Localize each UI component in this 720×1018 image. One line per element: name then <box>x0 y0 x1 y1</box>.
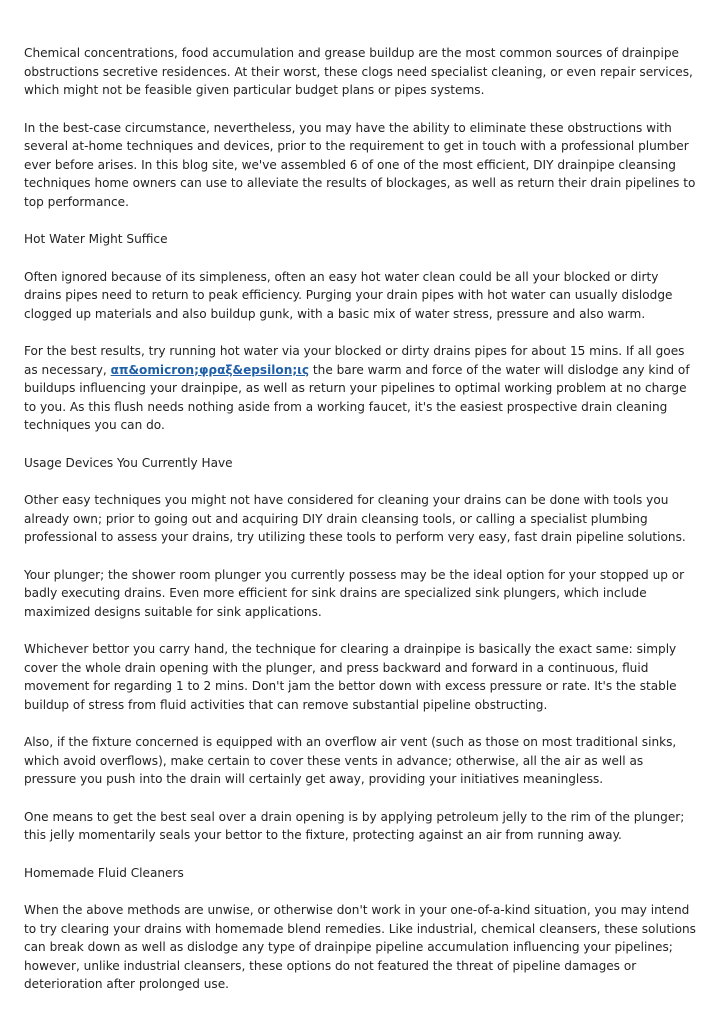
paragraph-bettor-technique: Whichever bettor you carry hand, the technique for clearing a drainpipe is basically the exact same: simply cover the whole drain opening with the plunger, and press backward and forward in a continuous, fluid movement for regarding 1 to 2 mins. Don't jam the bettor down with excess pressure or rate. It's the stable buildup of stress from fluid activities that can remove substantial pipeline obstructing. <box>24 642 677 712</box>
heading-hot-water: Hot Water Might Suffice <box>24 232 168 246</box>
paragraph-homemade-blends: When the above methods are unwise, or otherwise don't work in your one-of-a-kind situation, you may intend to try clearing your drains with homemade blend remedies. Like industrial, chemical cleansers, these solutions can break down as well as dislodge any type of drainpipe pipeline accumulation influencing your pipelines; however, unlike industrial cleansers, these options do not featured the threat of pipeline damages or deterioration after prolonged use. <box>24 903 696 991</box>
paragraph-petroleum-jelly: One means to get the best seal over a drain opening is by applying petroleum jelly to the rim of the plunger; this jelly momentarily seals your bettor to the fixture, protecting against an air from running away. <box>24 809 685 842</box>
paragraph-text-before-link: For the best results, try running hot water via your blocked or dirty drains pipes for about 15 mins. If all goes as necessary, <box>24 344 685 377</box>
paragraph-hot-water-results <box>24 342 696 435</box>
heading-homemade-cleaners: Homemade Fluid Cleaners <box>24 865 184 880</box>
paragraph-overflow-vent: Also, if the fixture concerned is equipped with an overflow air vent (such as those on most traditional sinks, which avoid overflows), make certain to cover these vents in advance; otherwise, all the air as well as pressure you push into the drain will certainly get away, providing your initiatives meaningless. <box>24 735 677 786</box>
paragraph-best-case: In the best-case circumstance, nevertheless, you may have the ability to eliminate these obstructions with several at-home techniques and devices, prior to the requirement to get in touch with a professional plumber ever before arises. In this blog site, we've assembled 6 of one of the most efficient, DIY drainpipe cleansing techniques home owners can use to alleviate the results of blockages, as well as return their drain pipelines to top performance. <box>24 120 696 209</box>
paragraph-other-techniques: Other easy techniques you might not have considered for cleaning your drains can be done with tools you already own; prior to going out and acquiring DIY drain cleansing tools, or calling a specialist plumbing professional to assess your drains, try utilizing these tools to perform very easy, fast drain pipeline solutions. <box>24 493 686 544</box>
paragraph-intro: Chemical concentrations, food accumulation and grease buildup are the most common sources of drainpipe obstructions secretive residences. At their worst, these clogs need specialist cleaning, or even repair services, which might not be feasible given particular budget plans or pipes systems. <box>24 46 693 97</box>
paragraph-text-after-link: the bare warm and force of the water will dislodge any kind of buildups influencing your drainpipe, as well as return your pipelines to optimal working problem at no charge to you. As this flush needs nothing aside from a working faucet, it's the easiest prospective drain cleaning techniques you can do. <box>24 362 690 432</box>
paragraph-hot-water-ignored: Often ignored because of its simpleness, often an easy hot water clean could be all your blocked or dirty drains pipes need to return to peak efficiency. Purging your drain pipes with hot water can usually dislodge clogged up materials and also buildup gunk, with a basic mix of water stress, pressure and also warm. <box>24 269 673 321</box>
article-body <box>24 44 696 1013</box>
paragraph-plunger: Your plunger; the shower room plunger you currently possess may be the ideal option for your stopped up or badly executing drains. Even more efficient for sink drains are specialized sink plungers, which include maximized designs suitable for sink applications. <box>24 567 685 619</box>
heading-usage-devices: Usage Devices You Currently Have <box>24 455 233 470</box>
inline-link[interactable]: απ&omicron;φραξ&epsilon;ις <box>110 362 310 377</box>
